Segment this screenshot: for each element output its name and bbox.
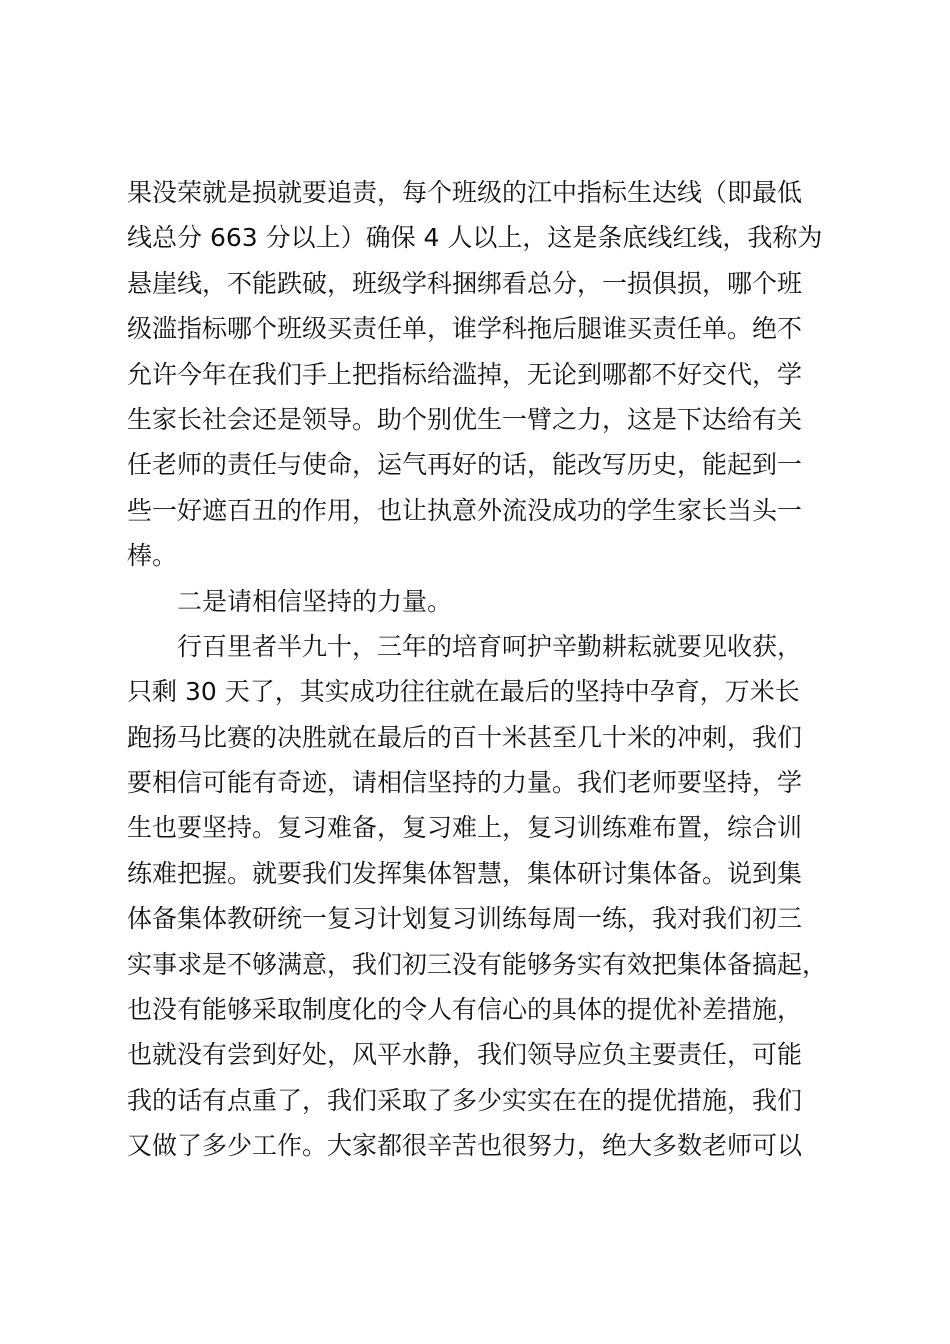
text-line: 行百里者半九十，三年的培育呵护辛勤耕耘就要见收获， <box>177 631 803 661</box>
text-line: 要相信可能有奇迹，请相信坚持的力量。我们老师要坚持，学 <box>127 768 803 798</box>
text-line: 只剩 30 天了，其实成功往往就在最后的坚持中孕育，万米长 <box>127 677 800 707</box>
text-line: 跑扬马比赛的决胜就在最后的百十米甚至几十米的冲刺，我们 <box>127 722 803 752</box>
text-line: 级滥指标哪个班级买责任单，谁学科拖后腿谁买责任单。绝不 <box>127 314 803 344</box>
text-line: 实事求是不够满意，我们初三没有能够务实有效把集体备搞起， <box>127 949 828 979</box>
text-line: 生也要坚持。复习难备，复习难上，复习训练难布置，综合训 <box>127 813 803 843</box>
section-heading <box>127 579 827 624</box>
text-line: 些一好遮百丑的作用，也让执意外流没成功的学生家长当头一 <box>127 495 803 525</box>
text-line: 又做了多少工作。大家都很辛苦也很努力，绝大多数老师可以 <box>127 1131 803 1161</box>
text-line: 允许今年在我们手上把指标给滥掉，无论到哪都不好交代，学 <box>127 359 803 389</box>
paragraph-continuation <box>127 170 827 579</box>
text-line: 棒。 <box>127 541 178 571</box>
text-line: 悬崖线，不能跌破，班级学科捆绑看总分，一损俱损，哪个班 <box>127 268 803 298</box>
text-line: 任老师的责任与使命，运气再好的话，能改写历史，能起到一 <box>127 450 803 480</box>
text-line: 线总分 663 分以上）确保 4 人以上，这是条底线红线，我称为 <box>127 223 823 253</box>
section-heading-text: 二是请相信坚持的力量。 <box>177 586 453 616</box>
text-line: 我的话有点重了，我们采取了多少实实在在的提优措施，我们 <box>127 1085 803 1115</box>
text-line: 体备集体教研统一复习计划复习训练每周一练，我对我们初三 <box>127 904 803 934</box>
text-line: 生家长社会还是领导。助个别优生一臂之力，这是下达给有关 <box>127 404 803 434</box>
text-line: 练难把握。就要我们发挥集体智慧，集体研讨集体备。说到集 <box>127 858 803 888</box>
text-line: 也没有能够采取制度化的令人有信心的具体的提优补差措施， <box>127 995 803 1025</box>
text-line: 果没荣就是损就要追责，每个班级的江中指标生达线（即最低 <box>127 178 803 207</box>
paragraph <box>127 624 827 1169</box>
document-body <box>127 170 827 1169</box>
text-line: 也就没有尝到好处，风平水静，我们领导应负主要责任，可能 <box>127 1040 803 1070</box>
